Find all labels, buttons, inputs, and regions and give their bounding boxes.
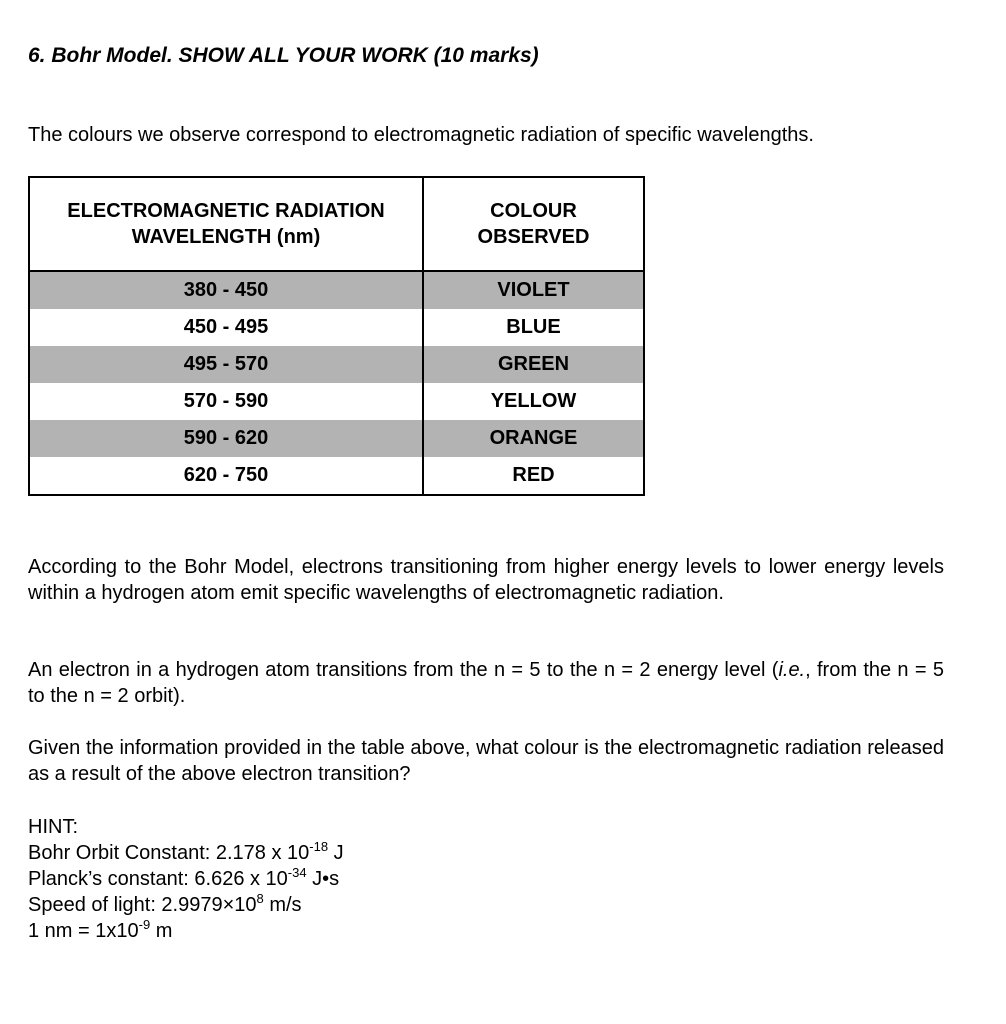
header-colour-line1: COLOUR [490, 200, 577, 222]
colour-cell: VIOLET [423, 271, 644, 309]
table-header-row [29, 177, 644, 271]
header-colour [423, 177, 644, 271]
hint-nm-conversion [28, 918, 344, 944]
planck-constant-exponent: -34 [287, 865, 307, 880]
speed-of-light-exponent: 8 [256, 891, 264, 906]
hint-block [28, 814, 344, 944]
nm-conversion-text: 1 nm = 1x10 [28, 920, 139, 942]
table-row [29, 309, 644, 346]
bohr-constant-text: Bohr Orbit Constant: 2.178 x 10 [28, 842, 310, 864]
speed-of-light-unit: m/s [263, 894, 302, 916]
wavelength-cell: 570 - 590 [29, 383, 423, 420]
header-wavelength-line2: WAVELENGTH (nm) [131, 226, 321, 248]
table-row [29, 420, 644, 457]
colour-cell: BLUE [423, 309, 644, 346]
colour-cell: ORANGE [423, 420, 644, 457]
question-title: 6. Bohr Model. SHOW ALL YOUR WORK (10 marks) [28, 44, 539, 67]
colour-cell: GREEN [423, 346, 644, 383]
speed-of-light-text: Speed of light: 2.9979×10 [28, 894, 257, 916]
wavelength-cell: 495 - 570 [29, 346, 423, 383]
colour-cell: YELLOW [423, 383, 644, 420]
transition-paragraph [28, 657, 944, 709]
wavelength-colour-table [28, 176, 645, 496]
nm-conversion-unit: m [150, 920, 173, 942]
table-row [29, 383, 644, 420]
table-row [29, 457, 644, 495]
wavelength-cell: 380 - 450 [29, 271, 423, 309]
planck-constant-unit: J•s [306, 868, 340, 890]
bohr-constant-exponent: -18 [309, 839, 329, 854]
header-colour-line2: OBSERVED [477, 226, 590, 248]
transition-text-before: An electron in a hydrogen atom transitions from the n = 5 to the n = 2 energy level ( [28, 659, 779, 681]
bohr-constant-unit: J [328, 842, 344, 864]
hint-planck-constant [28, 866, 344, 892]
transition-text-italic: i.e. [778, 659, 806, 681]
header-wavelength-line1: ELECTROMAGNETIC RADIATION [67, 200, 385, 222]
table-row [29, 346, 644, 383]
wavelength-cell: 450 - 495 [29, 309, 423, 346]
hint-speed-of-light [28, 892, 344, 918]
table-row [29, 271, 644, 309]
planck-constant-text: Planck’s constant: 6.626 x 10 [28, 868, 288, 890]
transition-text-after: , from the n = 5 to the n = 2 orbit). [28, 659, 944, 707]
wavelength-cell: 620 - 750 [29, 457, 423, 495]
header-wavelength [29, 177, 423, 271]
question-paragraph: Given the information provided in the table above, what colour is the electromagnetic radiation released as a result of the above electron transition? [28, 737, 944, 785]
hint-bohr-constant [28, 840, 344, 866]
bohr-model-paragraph: According to the Bohr Model, electrons transitioning from higher energy levels to lower energy levels within a hydrogen atom emit specific wavelengths of electromagnetic radiation. [28, 556, 944, 604]
nm-conversion-exponent: -9 [138, 917, 151, 932]
colour-cell: RED [423, 457, 644, 495]
wavelength-cell: 590 - 620 [29, 420, 423, 457]
hint-label: HINT: [28, 816, 78, 838]
intro-text: The colours we observe correspond to electromagnetic radiation of specific wavelengths. [28, 124, 814, 146]
